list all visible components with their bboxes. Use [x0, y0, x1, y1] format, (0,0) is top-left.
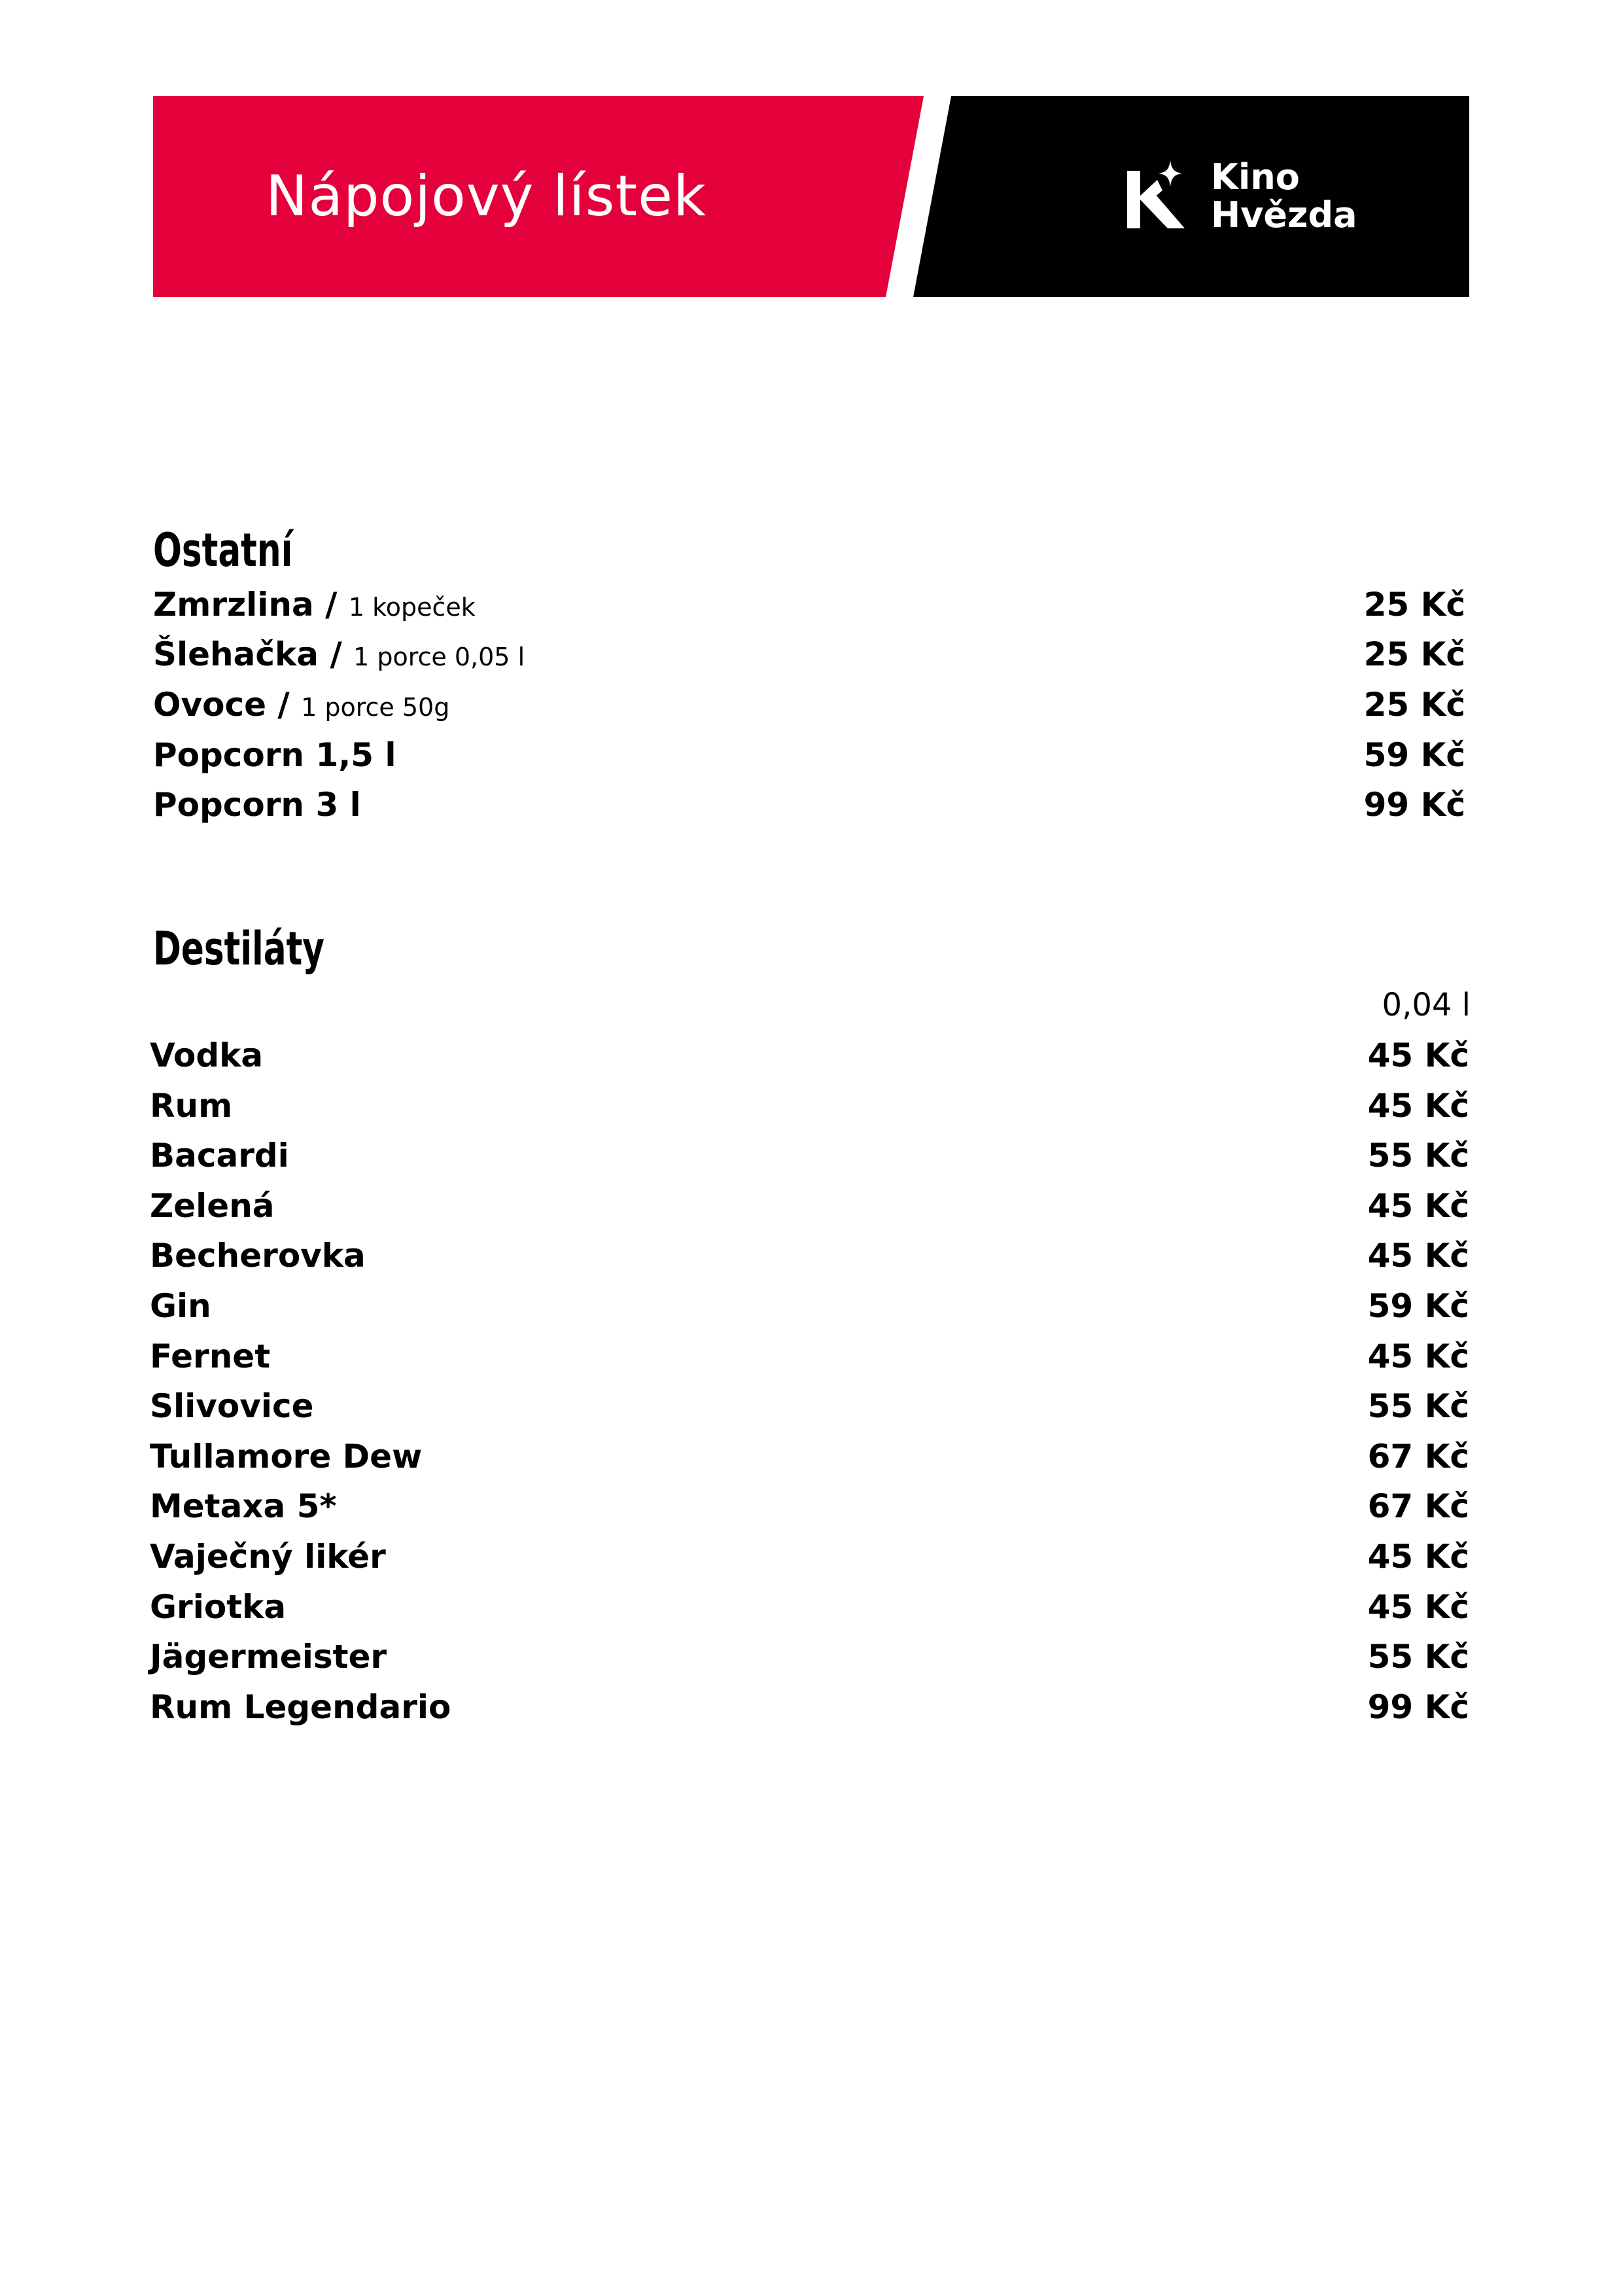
menu-item	[153, 780, 1465, 830]
item-price: 59 Kč	[1363, 736, 1465, 774]
item-note: 1 porce 50g	[301, 693, 450, 722]
menu-item	[150, 1432, 1469, 1481]
item-name-wrap	[153, 580, 476, 632]
item-name: Metaxa 5*	[150, 1487, 337, 1525]
item-name: Gin	[150, 1287, 211, 1325]
menu-item	[150, 1031, 1469, 1080]
menu-item	[150, 1682, 1469, 1732]
brand-name-line1: Kino	[1211, 156, 1300, 198]
section-title-ostatni: Ostatní	[153, 523, 293, 577]
item-price: 25 Kč	[1363, 586, 1465, 624]
menu-item	[150, 1532, 1469, 1581]
item-price: 99 Kč	[1367, 1688, 1469, 1726]
item-name: Rum	[150, 1087, 233, 1125]
item-price: 59 Kč	[1367, 1287, 1469, 1325]
item-name: Bacardi	[150, 1137, 289, 1174]
item-price: 45 Kč	[1367, 1237, 1469, 1275]
item-name: Slivovice	[150, 1387, 314, 1425]
item-price: 45 Kč	[1367, 1538, 1469, 1576]
menu-item	[150, 1281, 1469, 1331]
item-name: Šlehačka	[153, 635, 319, 673]
item-price: 45 Kč	[1367, 1588, 1469, 1626]
item-name-wrap	[153, 680, 449, 732]
item-separator: /	[319, 635, 354, 673]
menu-item	[153, 730, 1465, 780]
item-name-wrap	[153, 629, 525, 682]
item-name: Zelená	[150, 1187, 275, 1225]
item-name: Vodka	[150, 1036, 264, 1074]
item-name: Popcorn 3 l	[153, 786, 361, 824]
page-title: Nápojový lístek	[266, 164, 707, 229]
menu-item	[150, 1582, 1469, 1632]
item-name: Jägermeister	[150, 1638, 387, 1676]
menu-item	[150, 1181, 1469, 1231]
item-price: 25 Kč	[1363, 635, 1465, 673]
item-name: Popcorn 1,5 l	[153, 736, 396, 774]
brand-logo	[1119, 158, 1381, 236]
item-price: 55 Kč	[1367, 1638, 1469, 1676]
star-k-icon	[1119, 158, 1191, 236]
menu-item	[153, 680, 1465, 730]
menu-item	[150, 1381, 1469, 1431]
header-banner	[153, 96, 1469, 297]
menu-item	[150, 1231, 1469, 1280]
volume-header: 0,04 l	[1382, 987, 1471, 1023]
item-price: 45 Kč	[1367, 1187, 1469, 1225]
item-price: 25 Kč	[1363, 686, 1465, 724]
item-note: 1 porce 0,05 l	[353, 643, 525, 671]
item-price: 45 Kč	[1367, 1087, 1469, 1125]
section-title-destilaty: Destiláty	[153, 922, 324, 976]
menu-item	[153, 629, 1465, 679]
item-name: Griotka	[150, 1588, 287, 1626]
item-name: Fernet	[150, 1337, 271, 1375]
item-separator: /	[313, 586, 349, 624]
item-note: 1 kopeček	[348, 593, 476, 622]
item-price: 55 Kč	[1367, 1137, 1469, 1174]
item-name: Tullamore Dew	[150, 1438, 423, 1475]
item-price: 45 Kč	[1367, 1036, 1469, 1074]
item-price: 45 Kč	[1367, 1337, 1469, 1375]
item-separator: /	[266, 686, 302, 724]
menu-item	[150, 1081, 1469, 1131]
item-name: Ovoce	[153, 686, 266, 724]
menu-item	[150, 1332, 1469, 1381]
item-name: Becherovka	[150, 1237, 366, 1275]
item-price: 99 Kč	[1363, 786, 1465, 824]
menu-item	[150, 1481, 1469, 1531]
item-name: Rum Legendario	[150, 1688, 451, 1726]
item-name: Vaječný likér	[150, 1538, 386, 1576]
item-price: 67 Kč	[1367, 1487, 1469, 1525]
menu-item	[153, 580, 1465, 629]
item-price: 67 Kč	[1367, 1438, 1469, 1475]
menu-item	[150, 1131, 1469, 1180]
menu-item	[150, 1632, 1469, 1682]
item-name: Zmrzlina	[153, 586, 314, 624]
brand-name-line2: Hvězda	[1211, 194, 1357, 236]
item-price: 55 Kč	[1367, 1387, 1469, 1425]
